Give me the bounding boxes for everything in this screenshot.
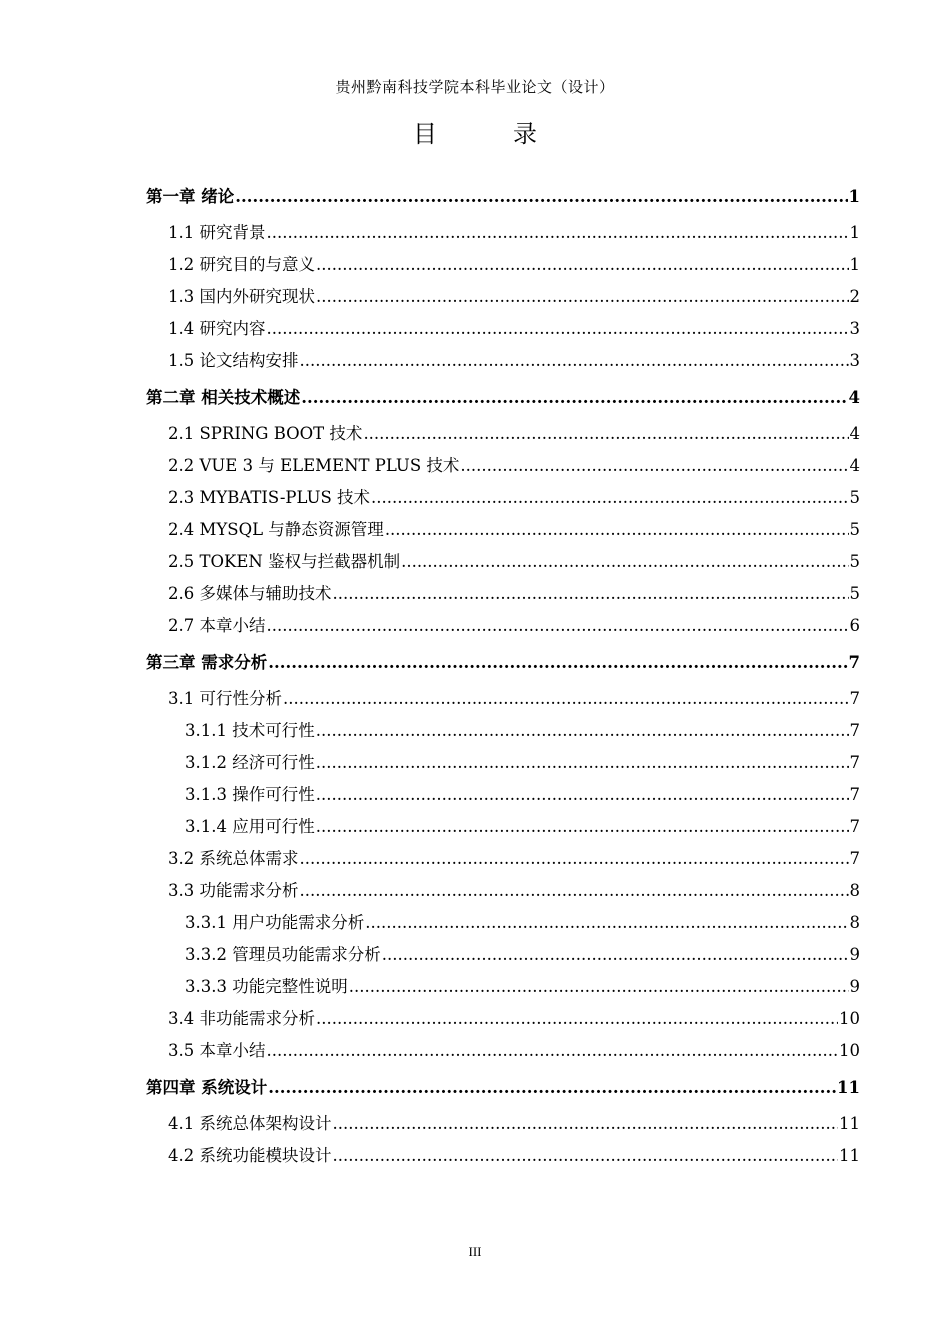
toc-entry-label: 第一章 绪论 <box>146 187 235 206</box>
toc-title: 目 录 <box>413 120 563 148</box>
toc-entry-page: 11 <box>839 1114 860 1133</box>
toc-entry-label: 2.6 多媒体与辅助技术 <box>168 584 332 603</box>
dot-leader <box>316 1003 838 1035</box>
toc-entry-section[interactable] <box>146 281 860 313</box>
dot-leader <box>267 610 849 642</box>
toc-entry-page: 7 <box>849 753 860 772</box>
toc-entry-label: 3.5 本章小结 <box>168 1041 266 1060</box>
toc-entry-page: 7 <box>849 817 860 836</box>
toc-entry-label: 3.2 系统总体需求 <box>168 849 299 868</box>
dot-leader <box>267 1035 839 1067</box>
toc-entry-label: 第二章 相关技术概述 <box>146 388 301 407</box>
dot-leader <box>316 811 849 843</box>
toc-entry-section[interactable] <box>146 514 860 546</box>
toc-entry-label: 2.2 VUE 3 与 ELEMENT PLUS 技术 <box>168 456 460 475</box>
toc-entry-page: 8 <box>849 881 860 900</box>
toc-entry-label: 2.4 MYSQL 与静态资源管理 <box>168 520 384 539</box>
toc-entry-page: 11 <box>839 1146 860 1165</box>
dot-leader <box>300 345 849 377</box>
toc-entry-label: 4.1 系统总体架构设计 <box>168 1114 332 1133</box>
toc-entry-page: 5 <box>849 488 860 507</box>
toc-entry-sub[interactable] <box>146 779 860 811</box>
toc-entry-section[interactable] <box>146 217 860 249</box>
toc-entry-label: 2.1 SPRING BOOT 技术 <box>168 424 363 443</box>
table-of-contents <box>146 185 860 1172</box>
toc-entry-label: 1.4 研究内容 <box>168 319 266 338</box>
toc-entry-page: 5 <box>849 520 860 539</box>
dot-leader <box>316 249 849 281</box>
dot-leader <box>333 1108 839 1140</box>
toc-entry-page: 5 <box>849 552 860 571</box>
dot-leader <box>283 683 849 715</box>
toc-entry-section[interactable] <box>146 450 860 482</box>
toc-entry-page: 8 <box>849 913 860 932</box>
toc-entry-label: 第三章 需求分析 <box>146 653 268 672</box>
dot-leader <box>371 482 848 514</box>
toc-entry-label: 2.5 TOKEN 鉴权与拦截器机制 <box>168 552 401 571</box>
toc-entry-label: 3.1.4 应用可行性 <box>185 817 315 836</box>
toc-entry-section[interactable] <box>146 249 860 281</box>
toc-entry-sub[interactable] <box>146 747 860 779</box>
toc-entry-sub[interactable] <box>146 939 860 971</box>
dot-leader <box>316 281 849 313</box>
dot-leader <box>300 843 849 875</box>
toc-entry-label: 3.3.3 功能完整性说明 <box>185 977 348 996</box>
dot-leader <box>268 642 847 683</box>
toc-entry-page: 3 <box>849 351 860 370</box>
toc-entry-label: 2.7 本章小结 <box>168 616 266 635</box>
dot-leader <box>301 377 847 418</box>
toc-entry-page: 10 <box>839 1041 860 1060</box>
toc-entry-label: 第四章 系统设计 <box>146 1078 268 1097</box>
toc-entry-label: 3.3.1 用户功能需求分析 <box>185 913 365 932</box>
toc-entry-page: 7 <box>849 849 860 868</box>
toc-entry-chapter[interactable] <box>146 176 860 217</box>
toc-entry-label: 3.3 功能需求分析 <box>168 881 299 900</box>
toc-entry-label: 3.1.3 操作可行性 <box>185 785 315 804</box>
dot-leader <box>363 418 848 450</box>
toc-entry-label: 3.1 可行性分析 <box>168 689 282 708</box>
toc-entry-page: 5 <box>849 584 860 603</box>
toc-entry-section[interactable] <box>146 1140 860 1172</box>
toc-entry-chapter[interactable] <box>146 1067 860 1108</box>
toc-entry-page: 1 <box>848 187 860 206</box>
page-header: 贵州黔南科技学院本科毕业论文（设计） <box>335 78 615 96</box>
toc-entry-page: 4 <box>849 424 860 443</box>
toc-entry-page: 7 <box>849 721 860 740</box>
toc-entry-label: 1.5 论文结构安排 <box>168 351 299 370</box>
toc-entry-page: 2 <box>849 287 860 306</box>
toc-entry-label: 3.4 非功能需求分析 <box>168 1009 315 1028</box>
toc-entry-section[interactable] <box>146 546 860 578</box>
dot-leader <box>267 313 849 345</box>
dot-leader <box>349 971 849 1003</box>
dot-leader <box>235 176 847 217</box>
toc-entry-section[interactable] <box>146 1108 860 1140</box>
toc-entry-sub[interactable] <box>146 715 860 747</box>
toc-entry-page: 11 <box>837 1078 860 1097</box>
dot-leader <box>382 939 849 971</box>
toc-entry-chapter[interactable] <box>146 377 860 418</box>
toc-entry-chapter[interactable] <box>146 642 860 683</box>
dot-leader <box>316 715 849 747</box>
toc-entry-section[interactable] <box>146 345 860 377</box>
toc-entry-page: 1 <box>849 255 860 274</box>
toc-entry-section[interactable] <box>146 1003 860 1035</box>
dot-leader <box>267 217 849 249</box>
toc-entry-page: 1 <box>849 223 860 242</box>
toc-entry-section[interactable] <box>146 843 860 875</box>
toc-entry-label: 1.1 研究背景 <box>168 223 266 242</box>
toc-entry-sub[interactable] <box>146 811 860 843</box>
toc-entry-page: 4 <box>848 388 860 407</box>
toc-entry-sub[interactable] <box>146 907 860 939</box>
toc-entry-page: 3 <box>849 319 860 338</box>
toc-entry-label: 1.3 国内外研究现状 <box>168 287 315 306</box>
dot-leader <box>316 747 849 779</box>
toc-entry-section[interactable] <box>146 313 860 345</box>
toc-entry-page: 10 <box>839 1009 860 1028</box>
dot-leader <box>401 546 848 578</box>
toc-entry-section[interactable] <box>146 482 860 514</box>
dot-leader <box>333 1140 839 1172</box>
dot-leader <box>333 578 849 610</box>
toc-entry-section[interactable] <box>146 1035 860 1067</box>
page-number: III <box>468 1244 482 1259</box>
toc-entry-page: 4 <box>849 456 860 475</box>
dot-leader <box>460 450 848 482</box>
toc-entry-section[interactable] <box>146 683 860 715</box>
dot-leader <box>365 907 848 939</box>
toc-entry-page: 7 <box>848 653 860 672</box>
toc-entry-page: 7 <box>849 785 860 804</box>
toc-entry-label: 3.3.2 管理员功能需求分析 <box>185 945 381 964</box>
dot-leader <box>300 875 849 907</box>
toc-entry-page: 7 <box>849 689 860 708</box>
toc-entry-page: 9 <box>849 977 860 996</box>
toc-entry-label: 3.1.2 经济可行性 <box>185 753 315 772</box>
toc-entry-section[interactable] <box>146 578 860 610</box>
toc-entry-page: 6 <box>849 616 860 635</box>
toc-entry-section[interactable] <box>146 610 860 642</box>
toc-entry-sub[interactable] <box>146 971 860 1003</box>
dot-leader <box>268 1067 836 1108</box>
toc-entry-section[interactable] <box>146 875 860 907</box>
toc-entry-section[interactable] <box>146 418 860 450</box>
dot-leader <box>316 779 849 811</box>
dot-leader <box>385 514 849 546</box>
toc-entry-label: 1.2 研究目的与意义 <box>168 255 315 274</box>
toc-entry-page: 9 <box>849 945 860 964</box>
toc-entry-label: 3.1.1 技术可行性 <box>185 721 315 740</box>
toc-entry-label: 2.3 MYBATIS-PLUS 技术 <box>168 488 371 507</box>
toc-entry-label: 4.2 系统功能模块设计 <box>168 1146 332 1165</box>
